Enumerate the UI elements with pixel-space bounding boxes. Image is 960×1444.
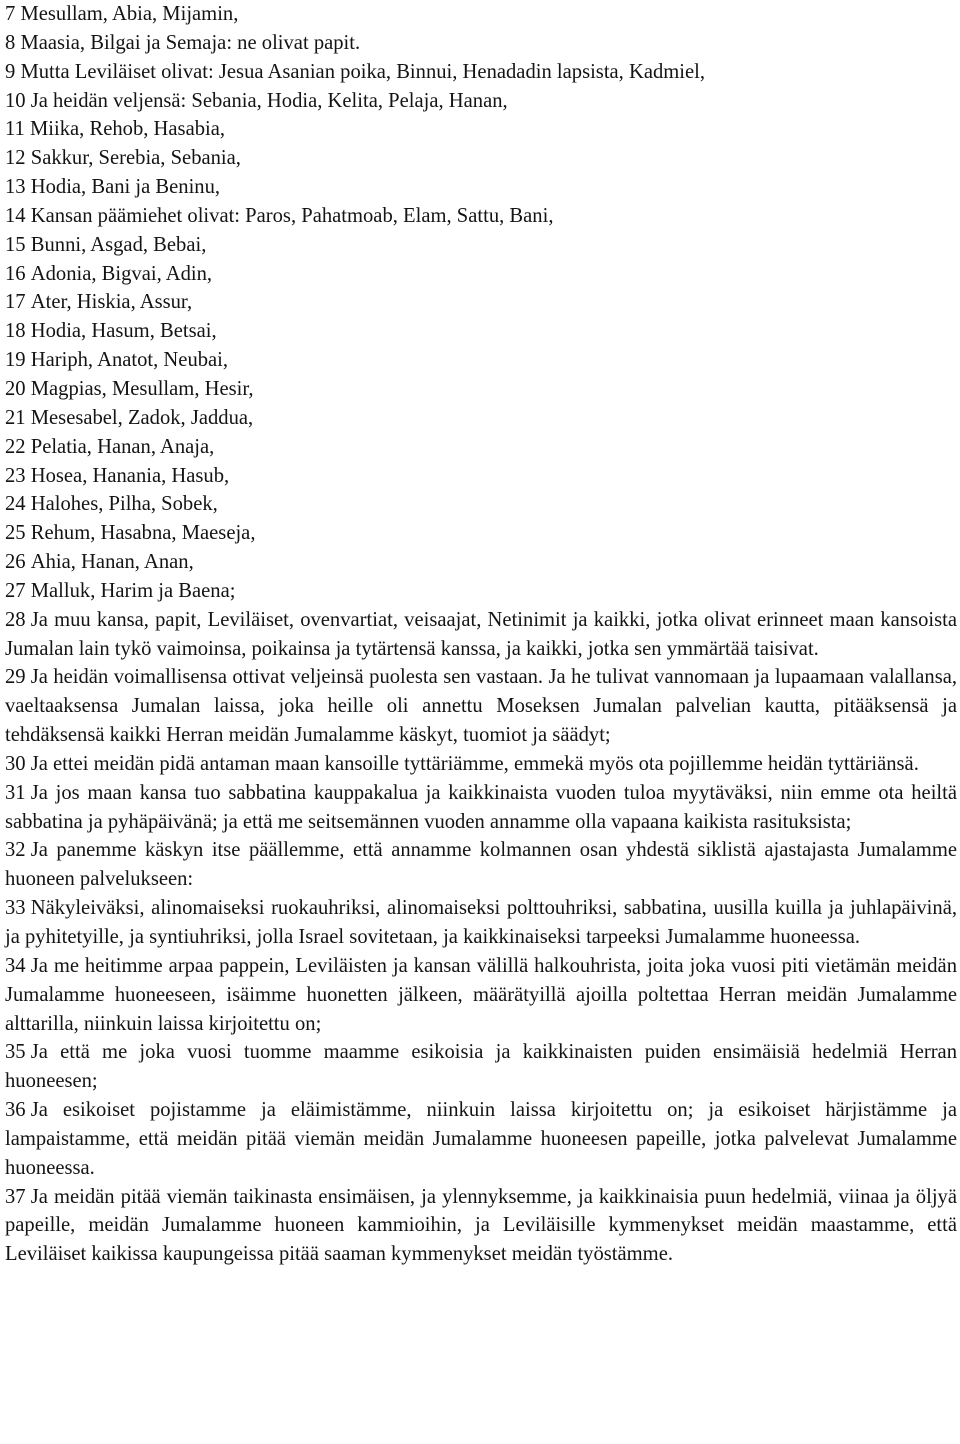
verse-text: Adonia, Bigvai, Adin, [30, 262, 213, 285]
verse-26 [5, 548, 957, 577]
verse-number: 15 [5, 233, 26, 256]
verse-30 [5, 750, 957, 779]
verse-20 [5, 375, 957, 404]
verse-number: 21 [5, 406, 26, 429]
verse-28 [5, 606, 957, 664]
verse-number: 33 [5, 897, 26, 920]
verse-text: Magpias, Mesullam, Hesir, [30, 377, 254, 400]
verse-9 [5, 58, 957, 87]
verse-15 [5, 231, 957, 260]
verse-number: 11 [5, 118, 25, 141]
verse-21 [5, 404, 957, 433]
verse-text: Ja että me joka vuosi tuomme maamme esikoisia ja kaikkinaisten puiden ensimäisiä hedelmiä Herran huoneesen; [5, 1041, 957, 1093]
verse-text: Mesesabel, Zadok, Jaddua, [30, 406, 254, 429]
verse-number: 30 [5, 752, 26, 775]
verse-number: 19 [5, 349, 26, 372]
verse-number: 27 [5, 579, 26, 602]
verse-number: 13 [5, 176, 26, 199]
verse-number: 36 [5, 1099, 26, 1122]
verse-text: Ja heidän veljensä: Sebania, Hodia, Kelita, Pelaja, Hanan, [30, 89, 508, 112]
verse-25 [5, 519, 957, 548]
verse-text: Ja ettei meidän pidä antaman maan kansoille tyttäriämme, emmekä myös ota pojillemme heidän tyttäriänsä. [30, 752, 919, 775]
verse-33 [5, 894, 957, 952]
verse-number: 14 [5, 204, 26, 227]
verse-11 [5, 115, 957, 144]
verse-number: 35 [5, 1041, 26, 1064]
verse-number: 28 [5, 608, 26, 631]
verse-24 [5, 490, 957, 519]
verse-text: Ater, Hiskia, Assur, [30, 291, 193, 314]
verse-text: Mesullam, Abia, Mijamin, [20, 3, 239, 25]
verse-22 [5, 433, 957, 462]
verse-number: 24 [5, 493, 26, 516]
verse-number: 26 [5, 551, 26, 574]
verse-10 [5, 87, 957, 116]
verse-17 [5, 288, 957, 317]
verse-text: Mutta Leviläiset olivat: Jesua Asanian poika, Binnui, Henadadin lapsista, Kadmiel, [20, 60, 706, 83]
verse-text: Maasia, Bilgai ja Semaja: ne olivat papit. [20, 31, 361, 54]
verse-12 [5, 144, 957, 173]
verse-number: 9 [5, 60, 16, 83]
verse-36 [5, 1096, 957, 1183]
verse-text: Ja panemme käskyn itse päällemme, että annamme kolmannen osan yhdestä siklistä ajastajasta Jumalamme huoneen palvelukseen: [5, 839, 957, 891]
verse-text: Rehum, Hasabna, Maeseja, [30, 522, 256, 545]
verse-list [5, 0, 957, 1269]
verse-text: Pelatia, Hanan, Anaja, [30, 435, 215, 458]
verse-31 [5, 779, 957, 837]
verse-text: Miika, Rehob, Hasabia, [29, 118, 226, 141]
verse-text: Malluk, Harim ja Baena; [30, 579, 236, 602]
verse-19 [5, 346, 957, 375]
verse-32 [5, 836, 957, 894]
verse-number: 17 [5, 291, 26, 314]
verse-number: 31 [5, 781, 26, 804]
verse-8 [5, 29, 957, 58]
verse-34 [5, 952, 957, 1039]
verse-text: Ahia, Hanan, Anan, [30, 551, 194, 574]
verse-13 [5, 173, 957, 202]
verse-number: 22 [5, 435, 26, 458]
verse-text: Ja jos maan kansa tuo sabbatina kauppakalua ja kaikkinaista vuoden tuloa myytäväksi, niin emme ota heiltä sabbatina ja pyhäpäivänä; ja että me seitsemännen vuoden annamme olla vapaana kaikista rasituksista; [5, 781, 957, 833]
verse-23 [5, 462, 957, 491]
verse-text: Hosea, Hanania, Hasub, [30, 464, 230, 487]
verse-29 [5, 663, 957, 750]
verse-number: 37 [5, 1185, 26, 1208]
verse-7 [5, 0, 957, 29]
verse-text: Halohes, Pilha, Sobek, [30, 493, 218, 516]
verse-35 [5, 1038, 957, 1096]
verse-text: Hariph, Anatot, Neubai, [30, 349, 229, 372]
verse-text: Hodia, Bani ja Beninu, [30, 176, 221, 199]
verse-number: 8 [5, 31, 16, 54]
verse-number: 34 [5, 954, 26, 977]
verse-number: 25 [5, 522, 26, 545]
verse-text: Kansan päämiehet olivat: Paros, Pahatmoab, Elam, Sattu, Bani, [30, 204, 554, 227]
verse-text: Ja muu kansa, papit, Leviläiset, ovenvartiat, veisaajat, Netinimit ja kaikki, jotka olivat erinneet maan kansoista Jumalan lain tykö vaimoinsa, poikainsa ja tytärtensä kanssa, ja kaikki, jotka sen ymmärtää taisivat. [5, 608, 957, 660]
verse-number: 29 [5, 666, 26, 689]
verse-text: Ja heidän voimallisensa ottivat veljeinsä puolesta sen vastaan. Ja he tulivat vannomaan ja lupaamaan valallansa, vaeltaaksensa Jumalan laissa, joka heille oli annettu Moseksen Jumalan palvelian kautta, pitääksensä ja tehdäksensä kaikki Herran meidän Jumalamme käskyt, tuomiot ja säädyt; [5, 666, 957, 747]
verse-text: Näkyleiväksi, alinomaiseksi ruokauhriksi, alinomaiseksi polttouhriksi, sabbatina, uusilla kuilla ja juhlapäivinä, ja pyhitetyille, ja syntiuhriksi, jolla Israel sovitetaan, ja kaikkinaiseksi tarpeeksi Jumalamme huoneessa. [5, 897, 957, 948]
verse-text: Sakkur, Serebia, Sebania, [30, 147, 241, 170]
verse-number: 23 [5, 464, 26, 487]
verse-number: 16 [5, 262, 26, 285]
verse-14 [5, 202, 957, 231]
verse-number: 20 [5, 377, 26, 400]
verse-number: 10 [5, 89, 26, 112]
verse-text: Hodia, Hasum, Betsai, [30, 320, 217, 343]
verse-text: Ja me heitimme arpaa pappein, Leviläisten ja kansan välillä halkouhrista, joita joka vuosi piti vietämän meidän Jumalamme huoneeseen, isäimme huonetten jälkeen, määrätyillä ajoilla poltettaa Herran meidän Jumalamme alttarilla, niinkuin laissa kirjoitettu on; [5, 954, 957, 1035]
verse-18 [5, 317, 957, 346]
verse-27 [5, 577, 957, 606]
verse-37 [5, 1183, 957, 1270]
verse-number: 12 [5, 147, 26, 170]
verse-16 [5, 260, 957, 289]
verse-number: 18 [5, 320, 26, 343]
verse-text: Ja meidän pitää viemän taikinasta ensimäisen, ja ylennyksemme, ja kaikkinaisia puun hedelmiä, viinaa ja öljyä papeille, meidän Jumalamme huoneen kammioihin, ja Leviläisille kymmenykset meidän maastamme, että Leviläiset kaikissa kaupungeissa pitää saaman kymmenykset meidän työstämme. [5, 1185, 957, 1266]
verse-text: Bunni, Asgad, Bebai, [30, 233, 207, 256]
verse-text: Ja esikoiset pojistamme ja eläimistämme, niinkuin laissa kirjoitettu on; ja esikoiset härjistämme ja lampaistamme, että meidän pitää viemän meidän Jumalamme huoneesen papeille, jotka palvelevat Jumalamme huoneessa. [5, 1099, 957, 1179]
verse-number: 32 [5, 839, 26, 862]
verse-number: 7 [5, 3, 16, 25]
